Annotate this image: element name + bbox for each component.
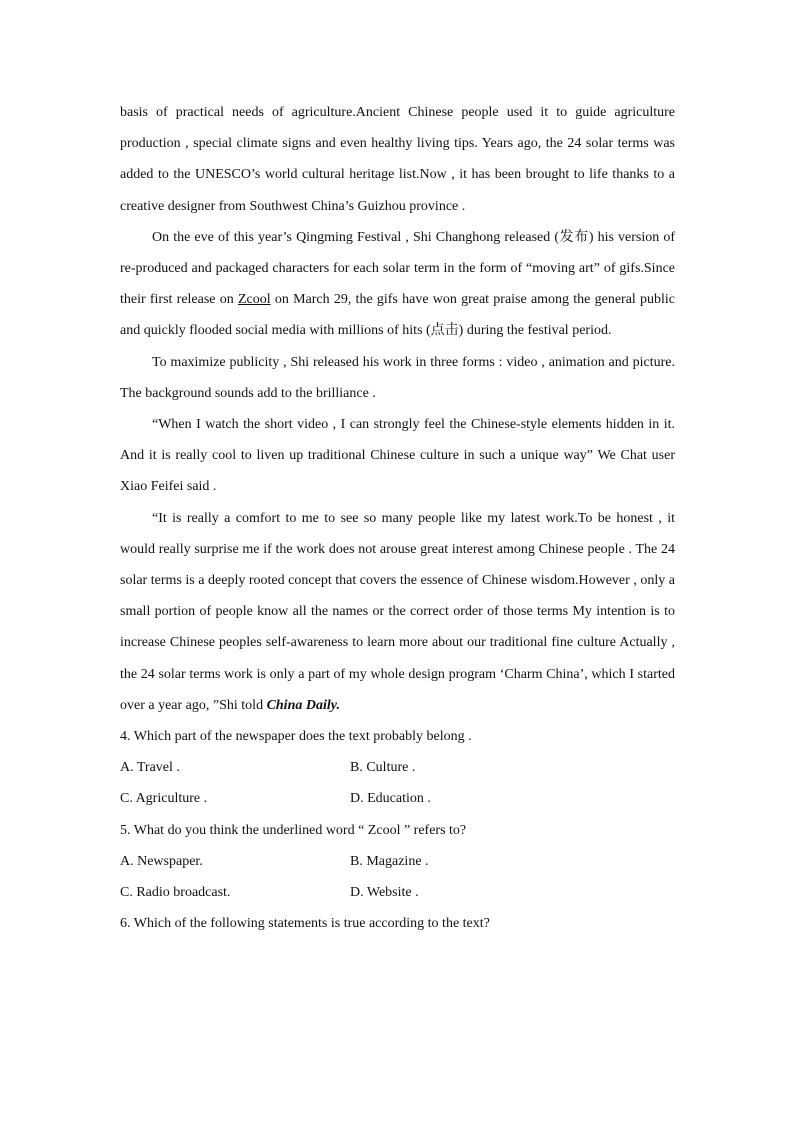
question-5-options-row-2 (120, 877, 675, 908)
question-4-options-row-2 (120, 783, 675, 814)
question-4-option-a: A. Travel . (120, 760, 180, 776)
question-5-option-d: D. Website . (350, 885, 419, 901)
question-5-option-b: B. Magazine . (350, 853, 429, 869)
question-4-option-d: D. Education . (350, 791, 431, 807)
question-4-stem: 4. Which part of the newspaper does the text probably belong . (120, 729, 472, 745)
question-5-option-c: C. Radio broadcast. (120, 885, 231, 901)
question-4-option-c: C. Agriculture . (120, 791, 208, 807)
paragraph-2-text-b: on March 29, the gifs have won great praise among the general public and quickly flooded social media with millions of hits (点击) during the festival period. (120, 292, 676, 339)
newspaper-name: China Daily. (266, 697, 340, 713)
question-5-options-row-1 (120, 846, 675, 877)
document-page (120, 97, 675, 939)
question-5-option-a: A. Newspaper. (120, 853, 203, 869)
paragraph-1: basis of practical needs of agriculture.Ancient Chinese people used it to guide agriculture production , special climate signs and even healthy living tips. Years ago, the 24 solar terms was added to the UNESCO’s world cultural heritage list.Now , it has been brought to life thanks to a creative designer from Southwest China’s Guizhou province . (120, 105, 675, 214)
question-4-option-b: B. Culture . (350, 760, 416, 776)
question-5-stem: 5. What do you think the underlined word “ Zcool ” refers to? (120, 822, 467, 838)
underlined-word-zcool: Zcool (237, 292, 271, 308)
question-6-stem: 6. Which of the following statements is true according to the text? (120, 916, 490, 932)
paragraph-5 (120, 503, 675, 721)
paragraph-2-text-a: On the eve of this year’s Qingming Festival , Shi Changhong released (发布) his version of re-produced and packaged characters for each solar term in the form of “moving art” of gifs.Since their first release on (120, 229, 675, 308)
paragraph-3: To maximize publicity , Shi released his work in three forms : video , animation and picture. The background sounds add to the brilliance . (120, 354, 675, 401)
paragraph-5-text: “It is really a comfort to me to see so many people like my latest work.To be honest , it would really surprise me if the work does not arouse great interest among Chinese people . The 24 solar terms is a deeply rooted concept that covers the essence of Chinese wisdom.However , only a small portion of people know all the names or the correct order of those terms My intention is to increase Chinese peoples self-awareness to learn more about our traditional fine culture Actually , the 24 solar terms work is only a part of my whole design program ‘Charm China’, which I started over a year ago, ”Shi told (120, 510, 675, 713)
question-4-options-row-1 (120, 752, 675, 783)
paragraph-2 (120, 222, 675, 347)
paragraph-4: “When I watch the short video , I can strongly feel the Chinese-style elements hidden in it. And it is really cool to liven up traditional Chinese culture in such a unique way” We Chat user Xiao Feifei said . (120, 417, 675, 495)
